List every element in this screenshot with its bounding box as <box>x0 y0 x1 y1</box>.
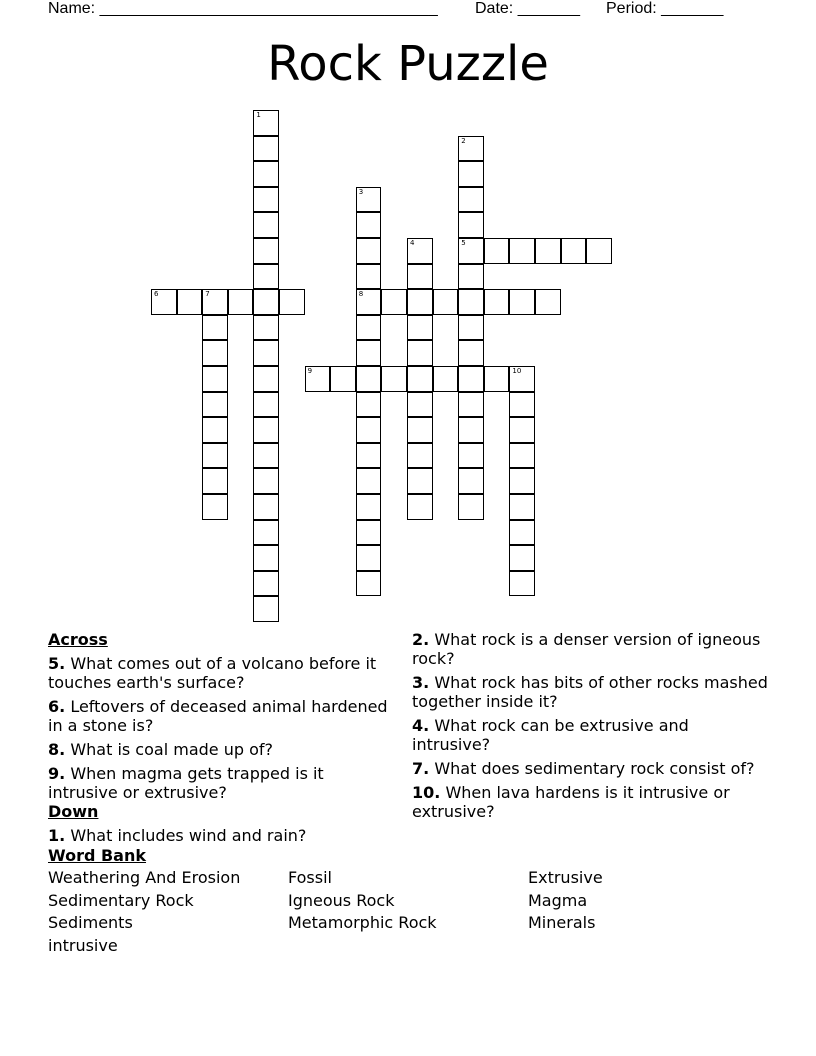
clue-down-1 <box>48 826 393 845</box>
clue-number: 7. <box>412 759 430 778</box>
grid-cell[interactable] <box>330 366 356 392</box>
clue-number: 5. <box>48 654 66 673</box>
grid-cell[interactable] <box>253 571 279 597</box>
grid-cell[interactable] <box>484 238 510 264</box>
grid-cell[interactable] <box>509 238 535 264</box>
grid-cell[interactable] <box>356 212 382 238</box>
clue-across-5 <box>48 654 393 692</box>
clue-down-4 <box>412 716 772 754</box>
grid-cell[interactable] <box>202 289 228 315</box>
cell-number: 3 <box>358 187 364 196</box>
clue-down-7 <box>412 759 772 778</box>
word-bank-item: Magma <box>528 891 588 910</box>
down-heading: Down <box>48 802 99 821</box>
grid-cell[interactable] <box>356 315 382 341</box>
date-field[interactable]: Date: _______ <box>475 0 580 17</box>
clue-text: What is coal made up of? <box>70 740 273 759</box>
clue-number: 2. <box>412 630 430 649</box>
grid-cell[interactable] <box>509 468 535 494</box>
cell-number: 8 <box>358 290 364 299</box>
grid-cell[interactable] <box>253 596 279 622</box>
grid-cell[interactable] <box>458 136 484 162</box>
grid-cell[interactable] <box>458 392 484 418</box>
grid-cell[interactable] <box>253 315 279 341</box>
grid-cell[interactable] <box>458 468 484 494</box>
grid-cell[interactable] <box>458 417 484 443</box>
grid-cell[interactable] <box>407 494 433 520</box>
grid-cell[interactable] <box>458 315 484 341</box>
clues-left-column <box>48 630 393 850</box>
grid-cell[interactable] <box>484 289 510 315</box>
clue-across-8 <box>48 740 393 759</box>
word-bank-item: Metamorphic Rock <box>288 913 437 932</box>
word-bank-item: Sediments <box>48 913 133 932</box>
grid-cell[interactable] <box>356 571 382 597</box>
grid-cell[interactable] <box>253 468 279 494</box>
grid-cell[interactable] <box>305 366 331 392</box>
cell-number: 1 <box>256 111 261 119</box>
cell-number: 2 <box>461 136 466 145</box>
grid-cell[interactable] <box>535 289 561 315</box>
grid-cell[interactable] <box>253 289 279 315</box>
grid-cell[interactable] <box>458 289 484 315</box>
clue-text: When magma gets trapped is it intrusive or extrusive? <box>48 764 324 802</box>
clue-down-2 <box>412 630 772 668</box>
grid-cell[interactable] <box>253 212 279 238</box>
word-bank-item: Fossil <box>288 868 332 887</box>
cell-number: 4 <box>410 239 415 247</box>
grid-cell[interactable] <box>509 520 535 546</box>
grid-cell[interactable] <box>509 417 535 443</box>
grid-cell[interactable] <box>356 520 382 546</box>
grid-cell[interactable] <box>509 392 535 418</box>
clue-text: What rock can be extrusive and intrusive? <box>412 716 689 754</box>
grid-cell[interactable] <box>356 289 382 315</box>
grid-cell[interactable] <box>356 238 382 264</box>
clue-text: What does sedimentary rock consist of? <box>434 759 755 778</box>
clue-number: 10. <box>412 783 441 802</box>
grid-cell[interactable] <box>356 468 382 494</box>
word-bank-item: Sedimentary Rock <box>48 891 194 910</box>
grid-cell[interactable] <box>458 212 484 238</box>
grid-cell[interactable] <box>407 366 433 392</box>
grid-cell[interactable] <box>458 443 484 469</box>
grid-cell[interactable] <box>253 520 279 546</box>
clue-text: What rock has bits of other rocks mashed together inside it? <box>412 673 768 711</box>
grid-cell[interactable] <box>356 366 382 392</box>
grid-cell[interactable] <box>407 340 433 366</box>
grid-cell[interactable] <box>253 136 279 162</box>
grid-cell[interactable] <box>253 264 279 290</box>
grid-cell[interactable] <box>356 340 382 366</box>
grid-cell[interactable] <box>407 264 433 290</box>
grid-cell[interactable] <box>253 238 279 264</box>
grid-cell[interactable] <box>253 494 279 520</box>
grid-cell[interactable] <box>458 187 484 213</box>
cell-number: 5 <box>461 239 466 247</box>
word-bank-item: Minerals <box>528 913 596 932</box>
clue-text: When lava hardens is it intrusive or extrusive? <box>412 783 730 821</box>
clue-down-3 <box>412 673 772 711</box>
grid-cell[interactable] <box>561 238 587 264</box>
grid-cell[interactable] <box>458 238 484 264</box>
grid-cell[interactable] <box>458 366 484 392</box>
clue-number: 6. <box>48 697 66 716</box>
grid-cell[interactable] <box>458 264 484 290</box>
grid-cell[interactable] <box>407 315 433 341</box>
grid-cell[interactable] <box>253 161 279 187</box>
cell-number: 10 <box>512 367 522 375</box>
clue-number: 3. <box>412 673 430 692</box>
grid-cell[interactable] <box>407 443 433 469</box>
cell-number: 7 <box>205 290 210 299</box>
clue-number: 8. <box>48 740 66 759</box>
name-field[interactable]: Name: ______________________________________ <box>48 0 438 17</box>
clue-number: 9. <box>48 764 66 783</box>
grid-cell[interactable] <box>509 289 535 315</box>
grid-cell[interactable] <box>202 443 228 469</box>
grid-cell[interactable] <box>381 366 407 392</box>
grid-cell[interactable] <box>253 110 279 136</box>
word-bank-item: Igneous Rock <box>288 891 395 910</box>
grid-cell[interactable] <box>509 571 535 597</box>
grid-cell[interactable] <box>509 443 535 469</box>
grid-cell[interactable] <box>535 238 561 264</box>
grid-cell[interactable] <box>356 417 382 443</box>
clue-down-10 <box>412 783 772 821</box>
grid-cell[interactable] <box>356 187 382 213</box>
across-heading: Across <box>48 630 108 649</box>
grid-cell[interactable] <box>356 545 382 571</box>
grid-cell[interactable] <box>202 468 228 494</box>
word-bank-item: Extrusive <box>528 868 603 887</box>
grid-cell[interactable] <box>356 494 382 520</box>
page-title: Rock Puzzle <box>267 36 549 92</box>
grid-cell[interactable] <box>253 340 279 366</box>
grid-cell[interactable] <box>407 238 433 264</box>
grid-cell[interactable] <box>484 366 510 392</box>
grid-cell[interactable] <box>433 289 459 315</box>
clue-text: What rock is a denser version of igneous rock? <box>412 630 761 668</box>
word-bank-item: Weathering And Erosion <box>48 868 241 887</box>
clue-number: 1. <box>48 826 66 845</box>
grid-cell[interactable] <box>279 289 305 315</box>
clue-across-9 <box>48 764 393 802</box>
grid-cell[interactable] <box>253 187 279 213</box>
word-bank-item: intrusive <box>48 936 118 955</box>
grid-cell[interactable] <box>407 468 433 494</box>
word-bank-heading: Word Bank <box>48 846 147 865</box>
clue-across-6 <box>48 697 393 735</box>
grid-cell[interactable] <box>356 264 382 290</box>
grid-cell[interactable] <box>407 289 433 315</box>
grid-cell[interactable] <box>202 417 228 443</box>
grid-cell[interactable] <box>228 289 254 315</box>
grid-cell[interactable] <box>509 366 535 392</box>
grid-cell[interactable] <box>202 366 228 392</box>
clue-number: 4. <box>412 716 430 735</box>
grid-cell[interactable] <box>509 545 535 571</box>
grid-cell[interactable] <box>356 392 382 418</box>
grid-cell[interactable] <box>202 340 228 366</box>
grid-cell[interactable] <box>202 315 228 341</box>
grid-cell[interactable] <box>202 494 228 520</box>
grid-cell[interactable] <box>458 161 484 187</box>
clue-text: What comes out of a volcano before it touches earth's surface? <box>48 654 377 692</box>
cell-number: 9 <box>307 367 313 375</box>
period-field[interactable]: Period: _______ <box>606 0 724 17</box>
cell-number: 6 <box>154 290 159 299</box>
grid-cell[interactable] <box>253 545 279 571</box>
clue-text: Leftovers of deceased animal hardened in a stone is? <box>48 697 388 735</box>
grid-cell[interactable] <box>253 417 279 443</box>
clues-right-column <box>412 630 772 826</box>
grid-cell[interactable] <box>586 238 612 264</box>
grid-cell[interactable] <box>458 340 484 366</box>
grid-cell[interactable] <box>151 289 177 315</box>
grid-cell[interactable] <box>458 494 484 520</box>
grid-cell[interactable] <box>202 392 228 418</box>
clue-text: What includes wind and rain? <box>70 826 307 845</box>
grid-cell[interactable] <box>253 392 279 418</box>
grid-cell[interactable] <box>253 443 279 469</box>
grid-cell[interactable] <box>509 494 535 520</box>
grid-cell[interactable] <box>381 289 407 315</box>
grid-cell[interactable] <box>177 289 203 315</box>
grid-cell[interactable] <box>253 366 279 392</box>
grid-cell[interactable] <box>433 366 459 392</box>
grid-cell[interactable] <box>407 392 433 418</box>
grid-cell[interactable] <box>407 417 433 443</box>
grid-cell[interactable] <box>356 443 382 469</box>
